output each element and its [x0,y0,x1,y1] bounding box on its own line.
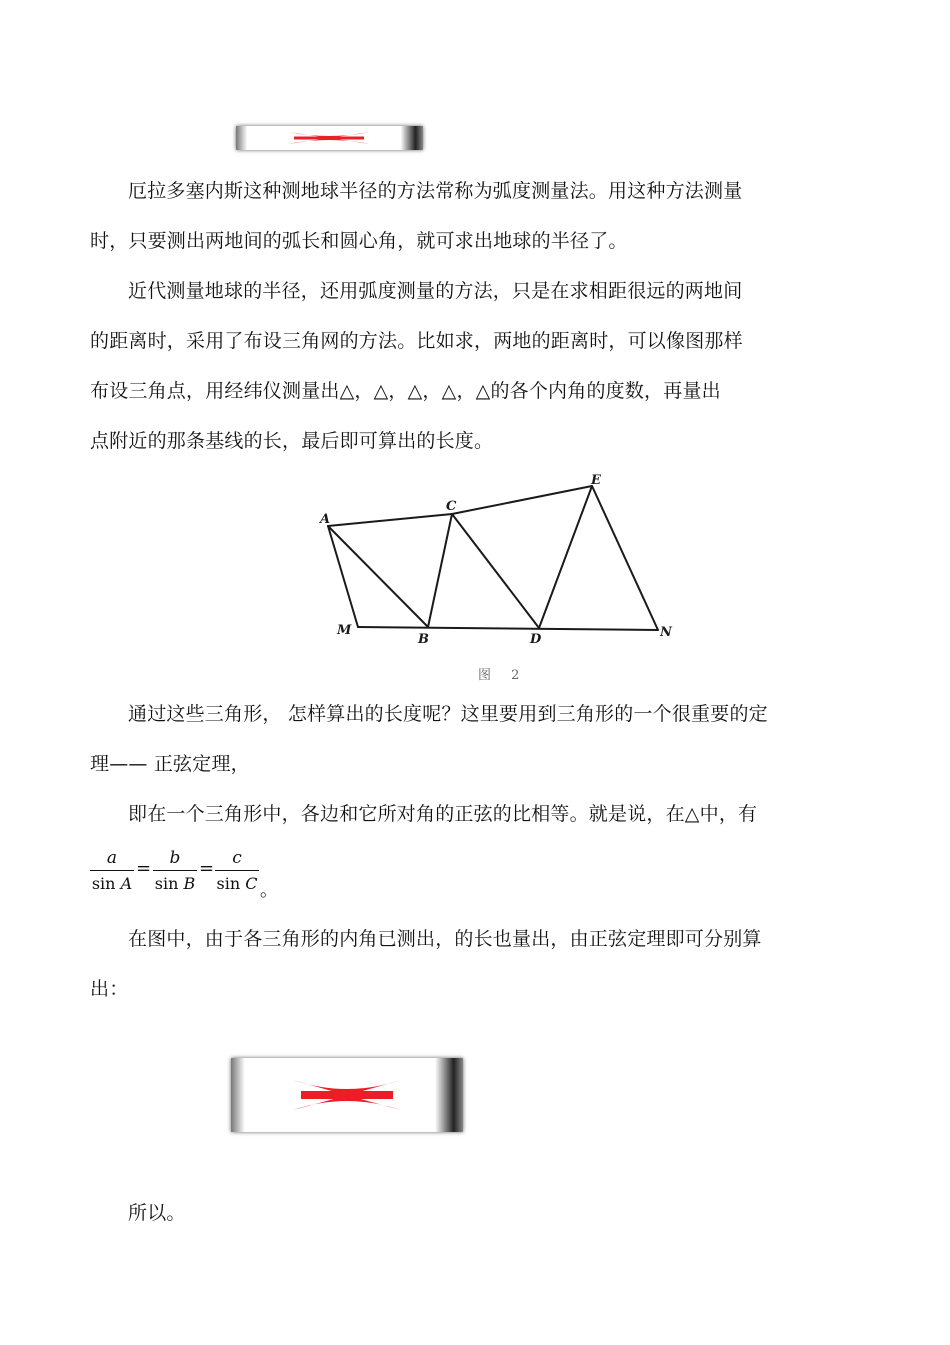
vertex-label-a: A [320,512,331,527]
figure-caption: 图 2 [478,668,528,683]
paragraph-4-line-1: 即在一个三角形中，各边和它所对角的正弦的比相等。就是说，在△中，有 [128,803,758,825]
triangulation-figure [310,462,690,666]
denominator-c: sin C [216,874,258,893]
numerator-a: a [106,848,118,868]
denominator-a: sin A [91,874,133,893]
paragraph-3-line-1: 通过这些三角形， 怎样算出的长度呢？这里要用到三角形的一个很重要的定 [128,703,768,725]
vertex-label-c: C [446,499,457,514]
denominator-b: sin B [154,874,196,893]
paragraph-2-line-2: 的距离时，采用了布设三角网的方法。比如求，两地的距离时，可以像图那样 [90,330,743,352]
vertex-label-m: M [337,623,352,638]
paragraph-6-line-1: 所以。 [128,1202,186,1224]
vertex-label-d: D [530,632,542,647]
paragraph-1-line-1: 厄拉多塞内斯这种测地球半径的方法常称为弧度测量法。用这种方法测量 [128,180,743,202]
vertex-label-b: B [418,632,429,647]
paragraph-3-line-2: 理—— 正弦定理， [90,753,250,775]
vertex-label-e: E [591,473,601,488]
paragraph-2-line-1: 近代测量地球的半径，还用弧度测量的方法，只是在求相距很远的两地间 [128,280,743,302]
equals-sign-1: = [136,858,152,879]
fraction-a [90,846,134,895]
paragraph-5-line-1: 在图中，由于各三角形的内角已测出，的长也量出，由正弦定理即可分别算 [128,928,762,950]
formula-end-mark: 。 [260,880,278,901]
equals-sign-2: = [199,858,215,879]
numerator-b: b [169,848,181,868]
numerator-c: c [232,848,242,868]
broken-image-icon [231,1058,463,1132]
broken-image-icon [236,126,423,150]
paragraph-2-line-4: 点附近的那条基线的长，最后即可算出的长度。 [90,430,494,452]
fraction-c [215,846,259,895]
paragraph-5-line-2: 出： [90,978,129,1000]
fraction-b [153,846,197,895]
broken-image-placeholder-top [236,126,423,150]
broken-image-placeholder-bottom [231,1058,463,1132]
paragraph-1-line-2: 时，只要测出两地间的弧长和圆心角，就可求出地球的半径了。 [90,230,628,252]
triangulation-diagram [310,462,690,662]
paragraph-2-line-3: 布设三角点，用经纬仪测量出△，△，△，△，△的各个内角的度数，再量出 [90,380,721,402]
vertex-label-n: N [660,625,672,640]
